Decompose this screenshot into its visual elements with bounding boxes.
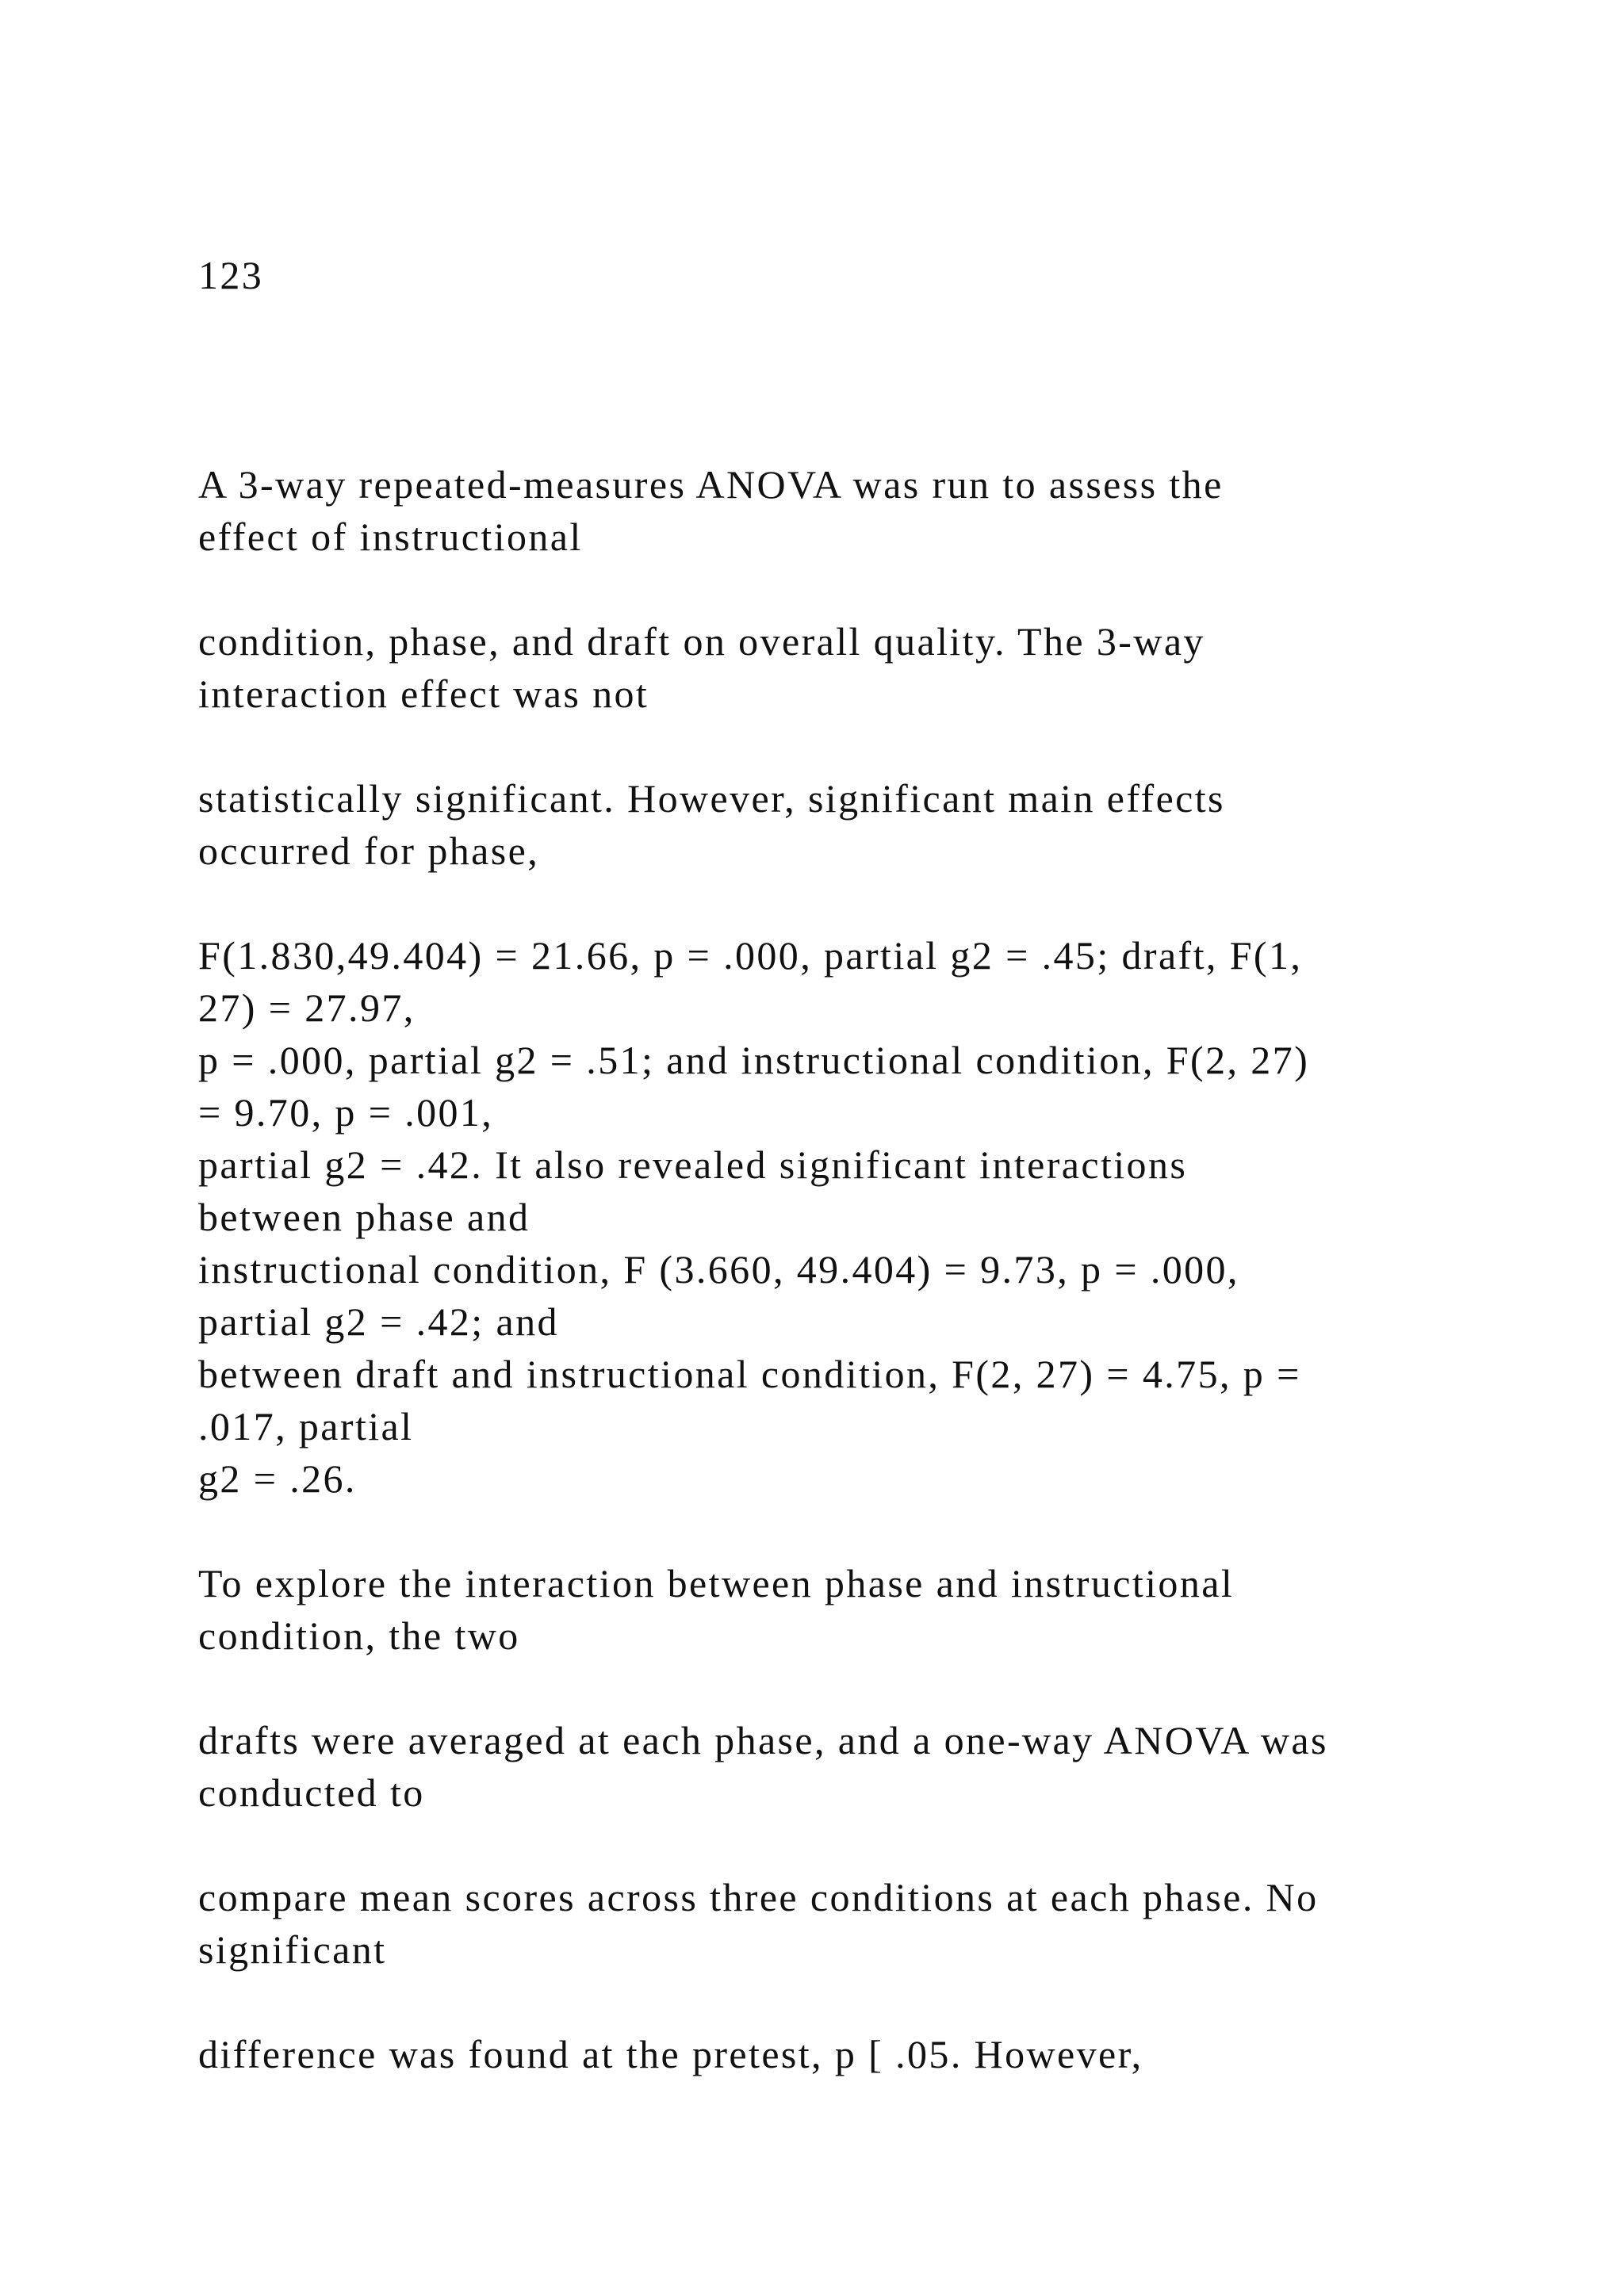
- text-line: g2 = .26.: [198, 1456, 357, 1501]
- text-line: = 9.70, p = .001,: [198, 1090, 494, 1135]
- text-line: effect of instructional: [198, 515, 583, 559]
- text-line: significant: [198, 1927, 387, 1972]
- text-line: p = .000, partial g2 = .51; and instructional condition, F(2, 27): [198, 1038, 1310, 1082]
- text-line: partial g2 = .42; and: [198, 1299, 559, 1344]
- page-number: 123: [198, 253, 264, 297]
- text-line: between phase and: [198, 1195, 530, 1239]
- text-line: F(1.830,49.404) = 21.66, p = .000, partial g2 = .45; draft, F(1,: [198, 933, 1303, 978]
- text-line: difference was found at the pretest, p [ .05. However,: [198, 2032, 1143, 2076]
- text-line: occurred for phase,: [198, 828, 540, 873]
- text-line: partial g2 = .42. It also revealed significant interactions: [198, 1142, 1188, 1187]
- text-line: To explore the interaction between phase and instructional: [198, 1561, 1235, 1605]
- text-line: .017, partial: [198, 1404, 414, 1448]
- text-line: interaction effect was not: [198, 672, 649, 716]
- text-line: condition, the two: [198, 1613, 520, 1658]
- text-line: statistically significant. However, significant main effects: [198, 776, 1225, 821]
- text-line: conducted to: [198, 1770, 425, 1815]
- text-line: compare mean scores across three conditions at each phase. No: [198, 1875, 1319, 1919]
- text-line: instructional condition, F (3.660, 49.404) = 9.73, p = .000,: [198, 1247, 1239, 1292]
- text-line: A 3-way repeated-measures ANOVA was run to assess the: [198, 462, 1224, 507]
- text-line: 27) = 27.97,: [198, 985, 416, 1030]
- text-line: between draft and instructional condition, F(2, 27) = 4.75, p =: [198, 1352, 1301, 1396]
- text-line: drafts were averaged at each phase, and a one-way ANOVA was: [198, 1718, 1328, 1762]
- text-line: condition, phase, and draft on overall quality. The 3-way: [198, 619, 1205, 664]
